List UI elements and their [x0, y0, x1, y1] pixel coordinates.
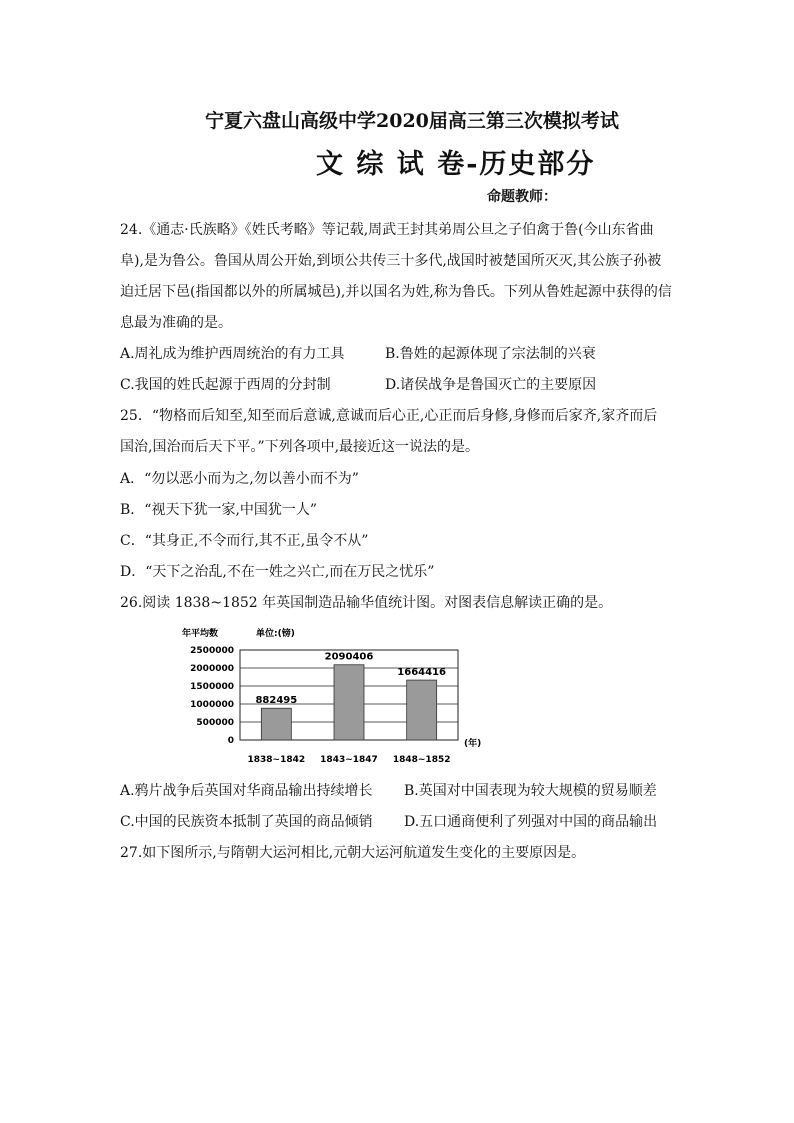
q25-line-1: 25．“物格而后知至,知至而后意诚,意诚而后心正,心正而后身修,身修而后家齐,家齐而后	[120, 408, 658, 424]
y-tick-label: 1000000	[190, 700, 234, 710]
export-bar-chart	[180, 624, 500, 770]
q24-line-4: 息最为准确的是。	[120, 315, 232, 331]
q26-option-a: A.鸦片战争后英国对华商品输出持续增长	[120, 783, 373, 799]
q24-option-d: D.诸侯战争是鲁国灭亡的主要原因	[385, 377, 597, 393]
q25-option-d: D．“天下之治乱,不在一姓之兴亡,而在万民之忧乐”	[120, 564, 435, 580]
q25-option-a: A．“勿以恶小而为之,勿以善小而不为”	[120, 471, 359, 487]
q24-line-2: 阜),是为鲁公。鲁国从周公开始,到顷公共传三十多代,战国时被楚国所灭灭,其公族子孙被	[120, 253, 662, 269]
q25-option-c: C．“其身正,不令而行,其不正,虽令不从”	[120, 533, 369, 549]
bar-value-label: 882495	[255, 695, 298, 707]
q26-option-d: D.五口通商便利了列强对中国的商品输出	[404, 814, 658, 830]
q26-stem: 26.阅读 1838~1852 年英国制造品输华值统计图。对图表信息解读正确的是。	[120, 595, 613, 611]
q24-line-3: 迫迁居下邑(指国都以外的所属城邑),并以国名为姓,称为鲁氏。下列从鲁姓起源中获得的信	[120, 284, 672, 300]
bar-value-label: 1664416	[397, 667, 447, 679]
x-tick-label: 1843~1847	[320, 755, 378, 765]
q27-stem: 27.如下图所示,与隋朝大运河相比,元朝大运河航道发生变化的主要原因是。	[120, 845, 586, 861]
q25-option-b: B．“视天下犹一家,中国犹一人”	[120, 502, 318, 518]
y-axis-title: 年平均数	[182, 629, 219, 639]
q26-option-c: C.中国的民族资本抵制了英国的商品倾销	[120, 814, 373, 830]
q24-option-c: C.我国的姓氏起源于西周的分封制	[120, 377, 331, 393]
q26-option-b: B.英国对中国表现为较大规模的贸易顺差	[404, 783, 657, 799]
exam-title: 宁夏六盘山高级中学2020届高三第三次模拟考试	[205, 110, 619, 132]
x-tick-label: 1838~1842	[247, 755, 306, 765]
x-axis-unit: (年)	[464, 739, 482, 749]
y-tick-label: 500000	[196, 718, 234, 728]
y-tick-label: 0	[227, 736, 234, 746]
q24-line-1: 24.《通志·氏族略》《姓氏考略》等记载,周武王封其弟周公旦之子伯禽于鲁(今山东省曲	[120, 222, 654, 238]
exam-subtitle: 文 综 试 卷-历史部分	[316, 149, 596, 180]
bar	[334, 665, 364, 740]
x-tick-label: 1848~1852	[392, 755, 451, 765]
q25-line-2: 国治,国治而后天下平。”下列各项中,最接近这一说法的是。	[120, 439, 480, 455]
y-tick-label: 2500000	[190, 646, 234, 656]
q24-option-b: B.鲁姓的起源体现了宗法制的兴衰	[385, 346, 596, 362]
bar	[407, 680, 437, 740]
q24-option-a: A.周礼成为维护西周统治的有力工具	[120, 346, 345, 362]
y-tick-label: 2000000	[190, 664, 234, 674]
bar-value-label: 2090406	[324, 651, 374, 663]
bar	[261, 708, 291, 740]
y-tick-label: 1500000	[190, 682, 234, 692]
unit-label: 单位:(镑)	[256, 629, 295, 639]
author-label: 命题教师：	[487, 189, 557, 205]
